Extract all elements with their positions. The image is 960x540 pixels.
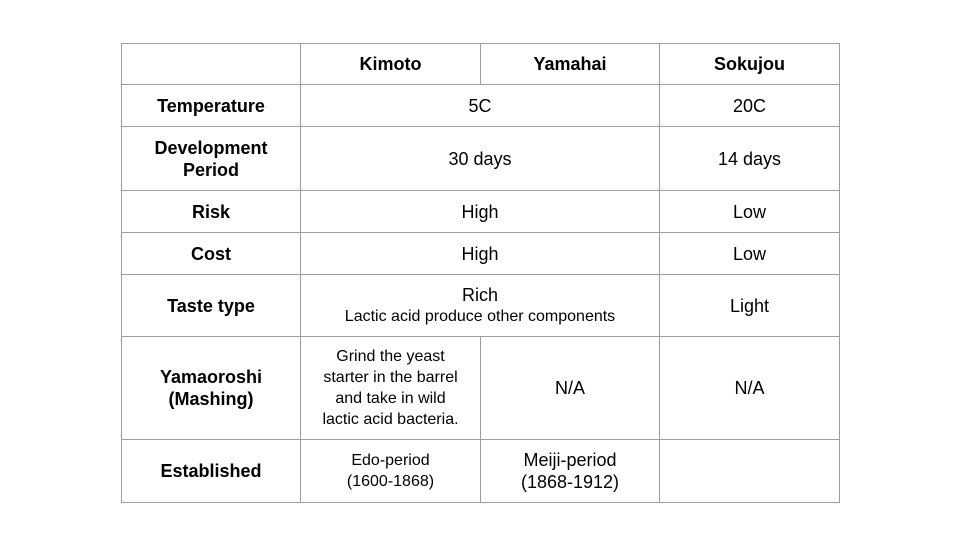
table-row-temperature [122,85,840,127]
cell-yamaoroshi-yamahai: N/A [481,337,660,440]
cell-established-kimoto-line1: Edo-period [351,452,430,469]
header-sokujou: Sokujou [660,44,840,85]
cell-taste-sokujou: Light [660,275,840,337]
row-label-cost: Cost [122,233,301,275]
cell-taste-line2: Lactic acid produce other components [344,308,616,325]
cell-yamaoroshi-sokujou: N/A [660,337,840,440]
table-row-cost [122,233,840,275]
cell-temperature-kimoto-yamahai: 5C [301,85,660,127]
cell-cost-sokujou: Low [660,233,840,275]
row-label-development-period-line1: Development [154,137,268,158]
row-label-yamaoroshi-line2: (Mashing) [168,389,254,409]
cell-yamaoroshi-kimoto-line4: lactic acid bacteria. [322,411,459,428]
cell-established-sokujou [660,440,840,503]
cell-yamaoroshi-kimoto-line3: and take in wild [335,390,446,407]
cell-development-sokujou: 14 days [660,127,840,191]
row-label-risk: Risk [122,191,301,233]
row-label-development-period [122,127,301,191]
comparison-table [121,43,840,503]
table-row-established [122,440,840,503]
cell-risk-sokujou: Low [660,191,840,233]
row-label-established: Established [122,440,301,503]
table-row-yamaoroshi [122,337,840,440]
cell-established-yamahai-line1: Meiji-period [523,450,617,470]
row-label-yamaoroshi [122,337,301,440]
cell-cost-kimoto-yamahai: High [301,233,660,275]
row-label-development-period-line2: Period [182,159,239,180]
cell-established-yamahai-line2: (1868-1912) [520,472,620,492]
header-kimoto: Kimoto [301,44,481,85]
cell-development-kimoto-yamahai: 30 days [301,127,660,191]
cell-established-kimoto-line2: (1600-1868) [346,473,435,490]
cell-temperature-sokujou: 20C [660,85,840,127]
table-row-risk [122,191,840,233]
cell-established-kimoto [301,440,481,503]
table-row-taste-type [122,275,840,337]
corner-cell [122,44,301,85]
cell-taste-line1: Rich [461,285,498,305]
row-label-yamaoroshi-line1: Yamaoroshi [159,367,263,387]
row-label-taste-type: Taste type [122,275,301,337]
cell-taste-kimoto-yamahai [301,275,660,337]
header-yamahai: Yamahai [481,44,660,85]
cell-risk-kimoto-yamahai: High [301,191,660,233]
cell-yamaoroshi-kimoto-line2: starter in the barrel [323,369,458,386]
header-row [122,44,840,85]
row-label-temperature: Temperature [122,85,301,127]
cell-established-yamahai [481,440,660,503]
cell-yamaoroshi-kimoto-line1: Grind the yeast [336,348,445,365]
table-row-development-period [122,127,840,191]
cell-yamaoroshi-kimoto [301,337,481,440]
